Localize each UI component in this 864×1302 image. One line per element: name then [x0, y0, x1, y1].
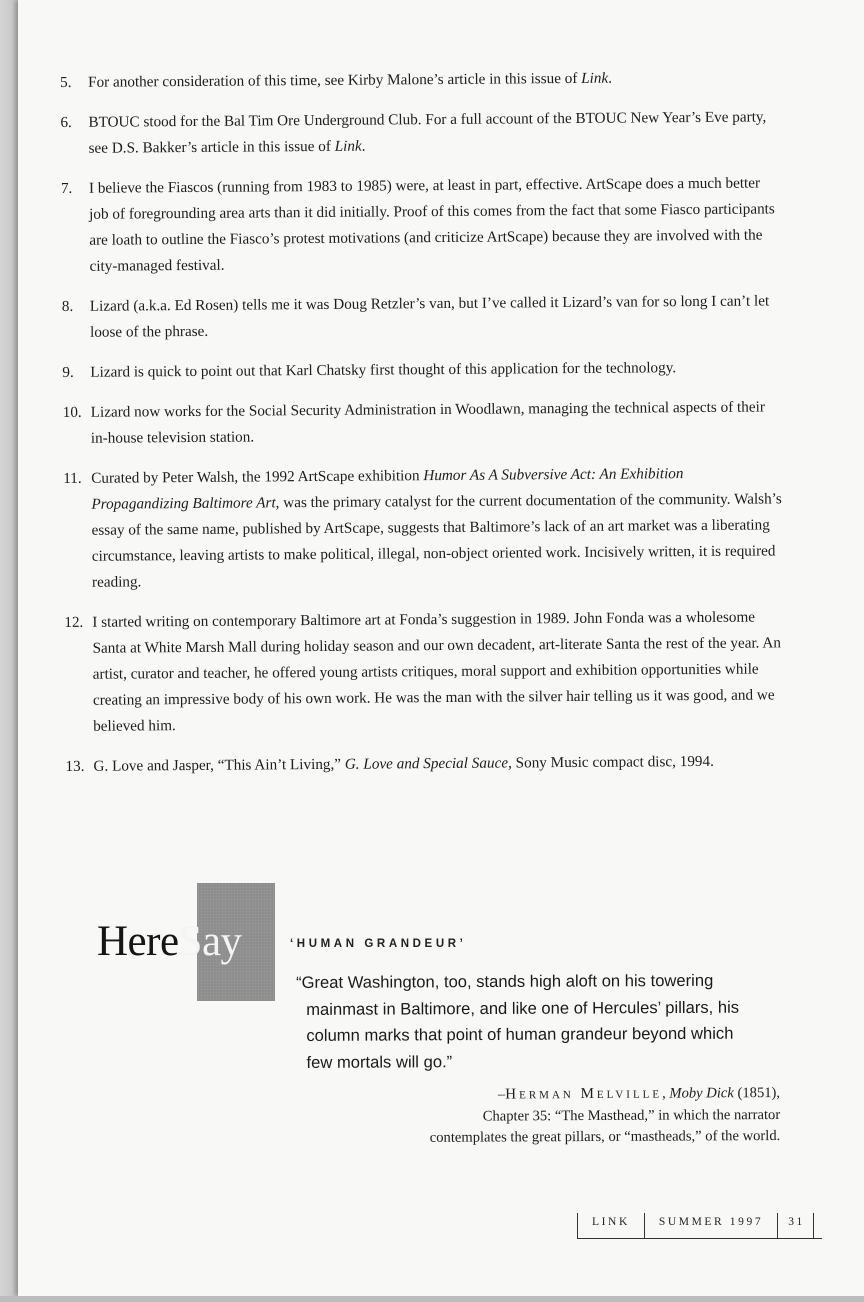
- endnote: [64, 604, 785, 740]
- endnotes-list: [60, 64, 786, 794]
- endnote-text: For another consideration of this time, see Kirby Malone’s article in this issue of: [88, 69, 582, 91]
- endnote-number: 6.: [60, 113, 72, 131]
- footer-issue: SUMMER 1997: [644, 1213, 777, 1238]
- endnote-number: 8.: [61, 297, 74, 315]
- endnote-text: Lizard is quick to point out that Karl Chatsky first thought of this application for the technology.: [90, 359, 677, 381]
- endnote: [63, 460, 784, 596]
- endnote: [60, 104, 780, 162]
- quote-attribution: [360, 1083, 780, 1150]
- endnote: [65, 748, 785, 780]
- endnote-text: .: [361, 137, 366, 155]
- quote-line: column marks that point of human grandeur beyond which: [306, 1023, 734, 1045]
- attribution-author: Herman Melville: [505, 1085, 663, 1103]
- quote-text: [296, 968, 757, 1076]
- endnote-number: 12.: [64, 613, 84, 631]
- attribution-year: (1851),: [733, 1085, 781, 1102]
- heresay-logo-say: Say: [178, 918, 242, 965]
- endnote: [60, 64, 780, 96]
- heresay-logo: [97, 883, 277, 1001]
- endnote-italic-text: G. Love and Special Sauce: [344, 754, 509, 773]
- quote-line: “Great Washington, too, stands high aloft on his towering: [296, 970, 714, 992]
- endnote-number: 9.: [62, 363, 74, 381]
- endnote-text: .: [608, 69, 613, 87]
- endnote-text: I started writing on contemporary Baltimore art at Fonda’s suggestion in 1989. John Fonda was a wholesome Santa at White Marsh Mall during holiday season and our own decadent, art-literate Santa the rest of the year. An artist, curator and teacher, he offered young artists critiques, moral support and exhibition opportunities while creating an impressive body of his own work. He was the man with the silver hair telling us it was good, and we believed him.: [92, 608, 782, 735]
- endnote-number: 11.: [63, 469, 82, 487]
- endnote-number: 5.: [60, 73, 72, 91]
- endnote: [63, 394, 783, 452]
- endnote-text: Lizard (a.k.a. Ed Rosen) tells me it was Doug Retzler’s van, but I’ve called it Lizard’s van for so long I can’t let loose of the phrase.: [89, 292, 770, 341]
- quote-heading: ‘HUMAN GRANDEUR’: [290, 938, 467, 950]
- quote-line: mainmast in Baltimore, and like one of Hercules’ pillars, his: [306, 997, 740, 1019]
- footer-page-number: 31: [777, 1213, 814, 1238]
- page-bottom-edge: [0, 1296, 864, 1302]
- endnote-text: , Sony Music compact disc, 1994.: [507, 752, 714, 772]
- endnote-text: Lizard now works for the Social Security Administration in Woodlawn, managing the technical aspects of their in-house television station.: [90, 398, 765, 447]
- quote-line: few mortals will go.”: [306, 1051, 453, 1072]
- page-binding-edge: [0, 0, 18, 1302]
- attribution-separator: ,: [662, 1085, 670, 1102]
- attribution-line-1: [360, 1083, 780, 1107]
- footer-publication: LINK: [577, 1213, 644, 1238]
- endnote-number: 13.: [65, 757, 85, 775]
- endnote-italic-text: Link: [581, 69, 609, 87]
- endnote-text: I believe the Fiascos (running from 1983 to 1985) were, at least in part, effective. ArtScape does a much better job of foregrounding area arts than it did initially. Proof of this comes from the fact that some Fiasco participants are loath to outline the Fiasco’s protest motivations (and criticize ArtScape) because they are involved with the city-managed festival.: [88, 174, 775, 275]
- footer-rule: [577, 1238, 822, 1239]
- endnote-italic-text: Link: [334, 137, 362, 155]
- endnote-text: G. Love and Jasper, “This Ain’t Living,”: [93, 755, 345, 775]
- heresay-logo-wordmark: [97, 919, 242, 965]
- endnote-text: , was the primary catalyst for the current documentation of the community. Walsh’s essay of the same name, published by ArtScape, suggests that Baltimore’s lack of an art market was a liberating circumstance, leaving artists to make political, illegal, non-object oriented work. Incisively written, it is required reading.: [91, 490, 782, 591]
- page-footer: [577, 1213, 814, 1239]
- endnote-italic-text: Humor As A Subversive Act: An Exhibition Propagandizing Baltimore Art: [91, 465, 684, 513]
- endnote: [62, 288, 782, 346]
- heresay-logo-here: Here: [97, 918, 179, 965]
- endnote: [61, 170, 782, 280]
- attribution-line-2: Chapter 35: “The Masthead,” in which the narrator: [482, 1106, 781, 1125]
- attribution-dash: –: [497, 1086, 506, 1103]
- endnote-text: Curated by Peter Walsh, the 1992 ArtScape exhibition: [91, 467, 424, 487]
- endnote-text: BTOUC stood for the Bal Tim Ore Underground Club. For a full account of the BTOUC New Year’s Eve party, see D.S. Bakker’s article in this issue of: [88, 108, 767, 157]
- endnote-number: 10.: [62, 403, 82, 421]
- endnote-number: 7.: [60, 179, 73, 197]
- attribution-work: Moby Dick: [669, 1085, 734, 1102]
- attribution-line-3: contemplates the great pillars, or “mastheads,” of the world.: [429, 1127, 781, 1146]
- endnote: [62, 354, 782, 386]
